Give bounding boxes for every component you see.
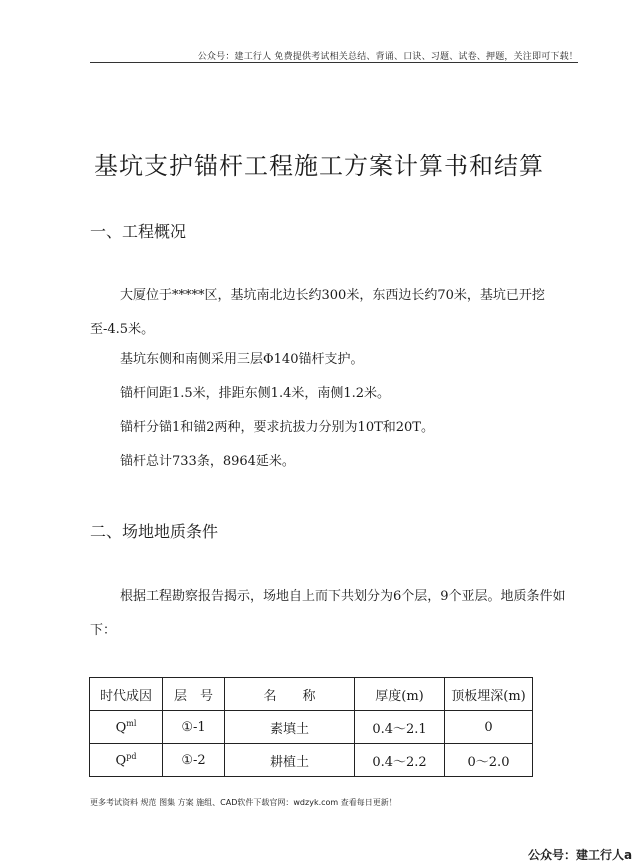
- header-depth: 顶板埋深(m): [445, 678, 533, 711]
- strata-table: [89, 677, 533, 777]
- cell-era: $Q^{ml}$: [90, 711, 163, 744]
- cell-name: 耕植土: [225, 744, 355, 777]
- header-rule: [90, 62, 578, 63]
- paragraph-support: 基坑东侧和南侧采用三层Φ140锚杆支护。: [120, 352, 364, 367]
- cell-layer: ①-2: [163, 744, 225, 777]
- table-header-row: [90, 678, 533, 711]
- cell-depth: 0: [445, 711, 533, 744]
- paragraph-location: 大厦位于*****区，基坑南北边长约300米，东西边长约70米，基坑已开挖至-4.5米。: [90, 288, 545, 337]
- footer-note: 更多考试资料 规范 图集 方案 施组、CAD软件下载官网：wdzyk.com 查看每日更新！: [90, 798, 397, 807]
- cell-layer: ①-1: [163, 711, 225, 744]
- header-name: 名 称: [225, 678, 355, 711]
- document-title: 基坑支护锚杆工程施工方案计算书和结算: [94, 152, 544, 180]
- section-heading-geology: 二、场地地质条件: [90, 522, 219, 541]
- table-row: [90, 744, 533, 777]
- cell-thickness: 0.4～2.2: [355, 744, 445, 777]
- watermark-text: 公众号：建工行人a: [528, 848, 633, 862]
- header-thickness: 厚度(m): [355, 678, 445, 711]
- cell-depth: 0～2.0: [445, 744, 533, 777]
- header-layer: 层 号: [163, 678, 225, 711]
- cell-name: 素填土: [225, 711, 355, 744]
- paragraph-geology: 根据工程勘察报告揭示，场地自上而下共划分为6个层，9个亚层。地质条件如下：: [90, 589, 566, 638]
- paragraph-spacing: 锚杆间距1.5米，排距东侧1.4米，南侧1.2米。: [120, 386, 391, 401]
- header-note: 公众号：建工行人 免费提供考试相关总结、背诵、口诀、习题、试卷、押题，关注即可下载！: [197, 52, 578, 62]
- header-era: 时代成因: [90, 678, 163, 711]
- section-heading-overview: 一、工程概况: [90, 222, 187, 241]
- paragraph-anchor-types: 锚杆分锚1和锚2两种，要求抗拔力分别为10T和20T。: [120, 420, 434, 435]
- cell-thickness: 0.4～2.1: [355, 711, 445, 744]
- table-row: [90, 711, 533, 744]
- cell-era: $Q^{pd}$: [90, 744, 163, 777]
- paragraph-anchor-total: 锚杆总计733条，8964延米。: [120, 454, 295, 469]
